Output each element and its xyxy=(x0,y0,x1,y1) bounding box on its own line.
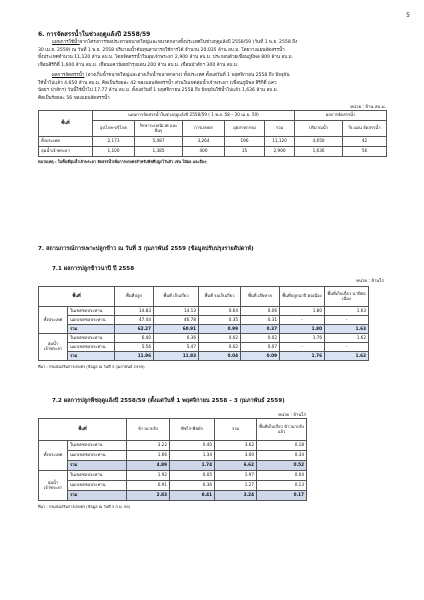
cell: 56 xyxy=(343,147,387,157)
cell: 0.02 xyxy=(199,343,241,352)
table-row xyxy=(39,334,369,343)
cell: 62.27 xyxy=(115,325,154,334)
row-label: ในเขตชลประทาน xyxy=(68,307,115,316)
cell: 1.80 xyxy=(280,307,325,316)
total-row xyxy=(39,491,307,501)
group-area: ทั้งประเทศ xyxy=(39,307,68,334)
table-6-note: หมายเหตุ : ในพื้นที่ลุ่มน้ำเจ้าพระยา จัดสรรน้ำเพื่อการเกษตรสำหรับพืชที่ปลูกไว้แล้ว เช่น ไม้ผล และอื่นๆ xyxy=(38,159,207,164)
cell: 6.62 xyxy=(215,461,257,471)
plan-group-header: แผนการจัดสรรน้ำในช่วงฤดูแล้งปี 2558/59 ( 1 พ.ย. 58 – 30 เม.ย. 59) xyxy=(93,111,295,121)
cell: 0.05 xyxy=(170,471,215,481)
cell: 4,650 xyxy=(295,137,343,147)
field-crops-header: พืชไร่-พืชผัก xyxy=(170,419,215,441)
consumption-header: อุปโภค-บริโภค xyxy=(93,121,135,137)
row-label: นอกเขตชลประทาน xyxy=(68,316,115,325)
cell: 14.13 xyxy=(154,307,199,316)
cell: 0.18 xyxy=(257,441,307,451)
cell: 0.06 xyxy=(241,307,280,316)
cell: 1.66 xyxy=(127,451,170,461)
cell: 3.24 xyxy=(215,491,257,501)
cell: 15 xyxy=(225,147,265,157)
cell: 5.47 xyxy=(154,343,199,352)
planted-header: พื้นที่ปลูก xyxy=(115,287,154,307)
plan-line-2: 30 เม.ย. 2559) ณ วันที่ 1 พ.ย. 2558 ปริมาณน้ำต้นทุนสามารถใช้การได้ จำนวน 20,035 ล้าน ลบ.ม. โดยวางแผนจัดสรรน้ำ xyxy=(38,47,285,53)
table-row xyxy=(39,471,307,481)
cell: 1.27 xyxy=(215,481,257,491)
cell: 0.04 xyxy=(199,352,241,361)
cell: 5.56 xyxy=(115,343,154,352)
table-row xyxy=(39,343,369,352)
cell: 60.91 xyxy=(154,325,199,334)
total-row xyxy=(39,352,369,361)
result-lead: ผลการจัดสรรน้ำ xyxy=(52,73,85,78)
cell: 1.62 xyxy=(325,334,369,343)
cell: 1.76 xyxy=(280,334,325,343)
cell: 1.76 xyxy=(280,352,325,361)
ecology-header: รักษาระบบนิเวศ และอื่นๆ xyxy=(135,121,183,137)
row-area: ทั้งประเทศ xyxy=(39,137,93,147)
cell: 0.02 xyxy=(199,334,241,343)
harvested-header: พื้นที่ เก็บเกี่ยว xyxy=(154,287,199,307)
cell: 0.37 xyxy=(241,325,280,334)
table-row xyxy=(39,481,307,491)
volume-header: ปริมาณน้ำ xyxy=(295,121,343,137)
section-7-2-heading: 7.2 ผลการปลูกพืชฤดูแล้งปี 2558/59 (ตั้งแต่วันที่ 1 พฤศจิกายน 2558 – 3 กุมภาพันธ์ 2559) xyxy=(52,398,285,404)
continuous-planted-header: พื้นที่ปลูกนาปี ต่อเนื่อง xyxy=(280,287,325,307)
row-label: ในเขตชลประทาน xyxy=(68,471,127,481)
cell: 0.52 xyxy=(257,461,307,471)
plan-lead: แผนการใช้น้ำ xyxy=(52,40,80,45)
cell: 11.83 xyxy=(154,352,199,361)
cell: 0.34 xyxy=(257,451,307,461)
cell: 42 xyxy=(343,137,387,147)
paragraph-line xyxy=(38,39,384,47)
water-allocation-table xyxy=(38,110,387,157)
cell: 1.63 xyxy=(325,307,369,316)
group-area: ทั้งประเทศ xyxy=(39,441,68,471)
cell: 0.99 xyxy=(199,325,241,334)
cell: 3.22 xyxy=(127,441,170,451)
harvested-rice-header: พื้นที่เก็บเกี่ยว ข้าวนาปรังแล้ว xyxy=(257,419,307,441)
table-row xyxy=(39,451,307,461)
cell: - xyxy=(325,343,369,352)
cell: 4.89 xyxy=(127,461,170,471)
result-line-2: ใช้น้ำไปแล้ว 4,650 ล้าน ลบ.ม. คิดเป็นร้อยละ 42 ของแผนจัดสรรน้ำ ส่วนในเขตลุ่มน้ำเจ้าพระยา (เขื่อนภูมิพล สิริกิติ์ แคว xyxy=(38,80,277,86)
section-7-heading: 7. สถานการณ์การเพาะปลูกข้าว ณ วันที่ 3 กุมภาพันธ์ 2559 (ข้อมูลปรับปรุงรายสัปดาห์) xyxy=(38,246,254,252)
total-header: รวม xyxy=(265,121,295,137)
percent-header: % แผน จัดสรรน้ำ xyxy=(343,121,387,137)
cell: 1,385 xyxy=(135,147,183,157)
plan-line-4: เขื่อนสิริกิติ์ 1,600 ล้าน ลบ.ม. เขื่อนแควน้อยบำรุงแดน 200 ล้าน ลบ.ม. เขื่อนป่าสักฯ 300 ล้าน ลบ.ม. xyxy=(38,63,239,69)
section-7-1-heading: 7.1 ผลการปลูกข้าวนาปี ปี 2558 xyxy=(52,266,135,272)
area-header: พื้นที่ xyxy=(39,419,127,441)
row-label: นอกเขตชลประทาน xyxy=(68,343,115,352)
paragraph-line xyxy=(38,72,384,80)
table-row xyxy=(39,307,369,316)
cell: 0.41 xyxy=(170,491,215,501)
cell: 3.62 xyxy=(215,441,257,451)
continuous-harvested-header: พื้นที่เก็บเกี่ยว นาปีต่อเนื่อง xyxy=(325,287,369,307)
dry-season-crop-table xyxy=(38,418,307,501)
water-result-paragraph xyxy=(38,72,384,103)
plan-line-3: ทั้งประเทศจำนวน 11,120 ล้าน ลบ.ม. โดยจัดสรรน้ำในลุ่มเจ้าพระยา 2,900 ล้าน ลบ.ม. ประกอบด้วยเขื่อนภูมิพล 800 ล้าน ลบ.ม. xyxy=(38,55,294,61)
cell: 2,900 xyxy=(265,147,295,157)
industry-header: อุตสาหกรรม xyxy=(225,121,265,137)
cell: 3,264 xyxy=(183,137,225,147)
cell: 0.07 xyxy=(241,343,280,352)
total-row xyxy=(39,461,307,471)
area-header: พื้นที่ xyxy=(39,287,115,307)
cell: 6.36 xyxy=(154,334,199,343)
cell: 196 xyxy=(225,137,265,147)
row-label: นอกเขตชลประทาน xyxy=(68,451,127,461)
cell: 0.04 xyxy=(257,471,307,481)
cell: - xyxy=(325,316,369,325)
row-label: รวม xyxy=(68,461,127,471)
cell: 1.34 xyxy=(170,451,215,461)
cell: 2,173 xyxy=(93,137,135,147)
cell: 400 xyxy=(183,147,225,157)
table-row xyxy=(39,147,387,157)
cell: - xyxy=(280,316,325,325)
cell: 1.74 xyxy=(170,461,215,471)
table-row xyxy=(39,316,369,325)
cell: 0.13 xyxy=(257,481,307,491)
cell: 46.78 xyxy=(154,316,199,325)
table-7-1-note: ที่มา : กรมส่งเสริมการเกษตร (ข้อมูล ณ วันที่ 3 กุมภาพันธ์ 2559) xyxy=(38,364,145,369)
table-6-unit: หน่วย : ล้าน ลบ.ม. xyxy=(350,105,386,110)
total-row xyxy=(39,325,369,334)
awaiting-harvest-header: พื้นที่ รอเก็บเกี่ยว xyxy=(199,287,241,307)
section-6-heading: 6. การจัดสรรน้ำในช่วงฤดูแล้งปี 2558/59 xyxy=(38,31,151,38)
cell: 0.17 xyxy=(257,491,307,501)
cell: 5,487 xyxy=(135,137,183,147)
cell: 11.96 xyxy=(115,352,154,361)
row-label: นอกเขตชลประทาน xyxy=(68,481,127,491)
area-header: พื้นที่ xyxy=(39,111,93,137)
result-line-1: (อ่างเก็บน้ำขนาดใหญ่และอ่างเก็บน้ำขนาดกลาง) ทั้งประเทศ ตั้งแต่วันที่ 1 พฤศจิกายน 2558 ถึง ปัจจุบัน xyxy=(84,73,290,78)
group-area: ลุ่มน้ำ เจ้าพระยา xyxy=(39,334,68,361)
cell: 1.97 xyxy=(215,471,257,481)
water-plan-paragraph xyxy=(38,39,384,70)
cell: 1.80 xyxy=(280,325,325,334)
cell: - xyxy=(280,343,325,352)
cell: 0.36 xyxy=(170,481,215,491)
offseason-rice-header: ข้าวนาปรัง xyxy=(127,419,170,441)
cell: 1,100 xyxy=(93,147,135,157)
cell: 47.44 xyxy=(115,316,154,325)
result-line-3: น้อยฯ ป่าสักฯ) วันนี้ใช้น้ำไป 17.77 ล้าน ลบ.ม. ตั้งแต่วันที่ 1 พฤศจิกายน 2558 ถึง ปัจจุบันใช้น้ำไปแล้ว 1,636 ล้าน ลบ.ม. xyxy=(38,88,279,94)
cell: 0.31 xyxy=(241,316,280,325)
cell: 6.40 xyxy=(115,334,154,343)
row-label: รวม xyxy=(68,352,115,361)
cell: 0.02 xyxy=(241,334,280,343)
plan-line-1: จากโครงการชลประทานขนาดใหญ่และขนาดกลางทั้งประเทศในช่วงฤดูแล้งปี 2558/59 (วันที่ 1 พ.ย. 2558 ถึง xyxy=(79,40,298,45)
cell: 1.92 xyxy=(127,471,170,481)
cell: 1,636 xyxy=(295,147,343,157)
cell: 0.64 xyxy=(199,307,241,316)
cell: 0.35 xyxy=(199,316,241,325)
cell: 2.83 xyxy=(127,491,170,501)
cell: 0.91 xyxy=(127,481,170,491)
table-row xyxy=(39,441,307,451)
row-label: รวม xyxy=(68,325,115,334)
cell: 11,120 xyxy=(265,137,295,147)
row-label: รวม xyxy=(68,491,127,501)
cell: 14.83 xyxy=(115,307,154,316)
page-number: 5 xyxy=(406,12,410,19)
row-label: ในเขตชลประทาน xyxy=(68,334,115,343)
damaged-header: พื้นที่ เสียหาย xyxy=(241,287,280,307)
cell: 1.63 xyxy=(325,325,369,334)
table-7-2-unit: หน่วย : ล้านไร่ xyxy=(278,413,306,418)
table-7-1-unit: หน่วย : ล้านไร่ xyxy=(356,279,384,284)
group-area: ลุ่มน้ำ เจ้าพระยา xyxy=(39,471,68,501)
row-label: ในเขตชลประทาน xyxy=(68,441,127,451)
cell: 0.09 xyxy=(241,352,280,361)
agriculture-header: การเกษตร xyxy=(183,121,225,137)
result-group-header: ผลการจัดสรรน้ำ xyxy=(295,111,387,121)
result-line-4: คิดเป็นร้อยละ 56 ของแผนจัดสรรน้ำ xyxy=(38,96,110,102)
table-7-2-note: ที่มา : กรมส่งเสริมการเกษตร (ข้อมูล ณ วันที่ 3 ก.พ. 59) xyxy=(38,504,131,509)
rice-planting-table xyxy=(38,286,369,361)
cell: 1.62 xyxy=(325,352,369,361)
row-area: ลุ่มน้ำเจ้าพระยา xyxy=(39,147,93,157)
total-header: รวม xyxy=(215,419,257,441)
table-row xyxy=(39,137,387,147)
cell: 3.00 xyxy=(215,451,257,461)
cell: 0.40 xyxy=(170,441,215,451)
